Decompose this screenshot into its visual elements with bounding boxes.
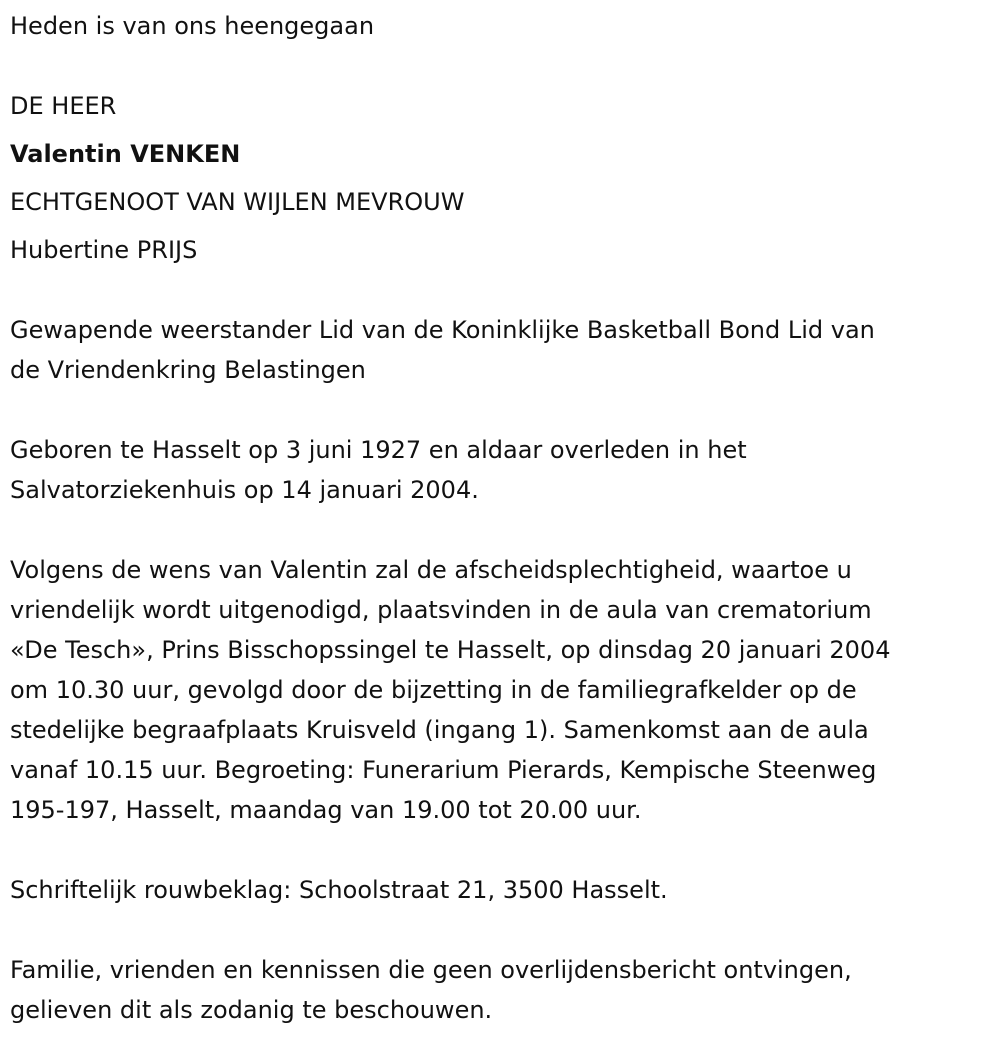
- intro-text: Heden is van ons heengegaan: [10, 12, 375, 40]
- ceremony-paragraph: [10, 550, 890, 830]
- paragraph-line: stedelijke begraafplaats Kruisveld (ingang 1). Samenkomst aan de aula: [10, 716, 869, 744]
- paragraph-line: Familie, vrienden en kennissen die geen overlijdensbericht ontvingen,: [10, 956, 852, 984]
- condolence-paragraph: [10, 870, 890, 910]
- paragraph-line: vriendelijk wordt uitgenodigd, plaatsvinden in de aula van crematorium: [10, 596, 872, 624]
- paragraph-line: Salvatorziekenhuis op 14 januari 2004.: [10, 476, 479, 504]
- paragraph-line: gelieven dit als zodanig te beschouwen.: [10, 996, 493, 1024]
- paragraph-line: de Vriendenkring Belastingen: [10, 356, 366, 384]
- paragraph-line: Gewapende weerstander Lid van de Koninklijke Basketball Bond Lid van: [10, 316, 875, 344]
- obituary-document: [10, 6, 890, 1030]
- spouse-name: Hubertine PRIJS: [10, 236, 198, 264]
- paragraph-line: Schriftelijk rouwbeklag: Schoolstraat 21, 3500 Hasselt.: [10, 876, 668, 904]
- paragraph-line: vanaf 10.15 uur. Begroeting: Funerarium Pierards, Kempische Steenweg: [10, 756, 877, 784]
- relation-text: ECHTGENOOT VAN WIJLEN MEVROUW: [10, 188, 465, 216]
- affiliations-paragraph: [10, 310, 890, 390]
- paragraph-line: 195-197, Hasselt, maandag van 19.00 tot 20.00 uur.: [10, 796, 642, 824]
- paragraph-line: Geboren te Hasselt op 3 juni 1927 en aldaar overleden in het: [10, 436, 747, 464]
- paragraph-line: «De Tesch», Prins Bisschopssingel te Hasselt, op dinsdag 20 januari 2004: [10, 636, 891, 664]
- paragraph-line: Volgens de wens van Valentin zal de afscheidsplechtigheid, waartoe u: [10, 556, 852, 584]
- paragraph-line: om 10.30 uur, gevolgd door de bijzetting in de familiegrafkelder op de: [10, 676, 857, 704]
- title-text: DE HEER: [10, 92, 117, 120]
- birth-death-paragraph: [10, 430, 890, 510]
- deceased-name: Valentin VENKEN: [10, 140, 241, 168]
- notice-paragraph: [10, 950, 890, 1030]
